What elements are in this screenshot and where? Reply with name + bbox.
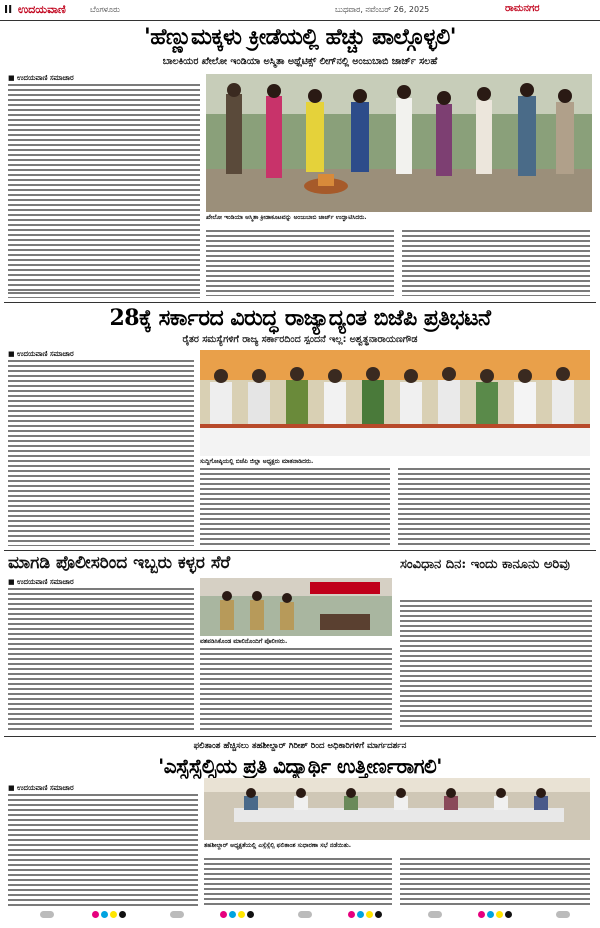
print-registration-mark <box>298 911 318 919</box>
print-registration-mark <box>40 911 60 919</box>
story2-subheadline: ರೈತರ ಸಮಸ್ಯೆಗಳಿಗೆ ರಾಜ್ಯ ಸರ್ಕಾರದಿಂದ ಸ್ಪಂದನೆ ಇಲ್ಲ: ಅಶ್ವತ್ಥನಾರಾಯಣಗೌಡ <box>182 334 418 345</box>
paper-name: ಉದಯವಾಣಿ <box>18 3 66 16</box>
story1-text-end <box>8 292 200 298</box>
story5-headline: 'ಎಸ್ಸೆಸ್ಸೆಲ್ಸಿಯ ಪ್ರತಿ ವಿದ್ಯಾರ್ಥಿ ಉತ್ತೀರ್ಣರಾಗಲಿ' <box>158 754 442 778</box>
divider <box>4 550 596 551</box>
section-name: ರಾಮನಗರ <box>505 3 540 14</box>
page-number: II <box>4 3 13 16</box>
print-registration-mark <box>478 911 518 919</box>
issue-date: ಬುಧವಾರ, ನವೆಂಬರ್ 26, 2025 <box>335 5 430 14</box>
story2-text-col3 <box>398 468 590 546</box>
story5-kicker: ಫಲಿತಾಂಶ ಹೆಚ್ಚಿಸಲು ತಹಶೀಲ್ದಾರ್ ಗಿರೀಶ್ ರಿಂದ ಅಧಿಕಾರಿಗಳಿಗೆ ಮಾರ್ಗದರ್ಶನ <box>193 741 407 751</box>
divider <box>4 736 596 737</box>
story3-photo <box>200 578 392 636</box>
print-registration-mark <box>348 911 388 919</box>
story5-text-col1 <box>8 794 198 906</box>
story5-text-col2 <box>204 858 392 906</box>
story5-photo <box>204 778 590 840</box>
print-registration-mark <box>92 911 132 919</box>
story1-text-col2 <box>206 230 394 296</box>
story1-text-col3 <box>402 230 590 296</box>
story1-text-col1 <box>8 84 200 292</box>
print-registration-mark <box>170 911 190 919</box>
story2-byline: ■ ಉದಯವಾಣಿ ಸಮಾಚಾರ <box>8 350 74 358</box>
story4-text <box>400 600 592 730</box>
print-registration-mark <box>428 911 448 919</box>
story2-text-col2 <box>200 468 390 546</box>
story1-headline: 'ಹೆಣ್ಣುಮಕ್ಕಳು ಕ್ರೀಡೆಯಲ್ಲಿ ಹೆಚ್ಚು ಪಾಲ್ಗೊಳ್ಳಲಿ' <box>143 24 457 50</box>
print-registration-mark <box>220 911 260 919</box>
story1-photo <box>206 74 592 212</box>
story2-text-col1 <box>8 360 194 546</box>
story2-photo <box>200 350 590 456</box>
story3-text-col2 <box>200 648 392 730</box>
story1-subheadline: ಬಾಲಕಿಯರ ಖೇಲೋ ಇಂಡಿಯಾ ಅಸ್ಮಿತಾ ಅಥ್ಲೆಟಿಕ್ಸ್ ಲೀಗ್‌ನಲ್ಲಿ ಅಂಜುಬಾಬಿ ಜಾರ್ಜ್ ಸಲಹೆ <box>162 56 438 67</box>
story3-byline: ■ ಉದಯವಾಣಿ ಸಮಾಚಾರ <box>8 578 74 586</box>
story1-byline: ■ ಉದಯವಾಣಿ ಸಮಾಚಾರ <box>8 74 74 82</box>
divider <box>4 302 596 303</box>
story1-photo-caption: ಖೇಲೋ ಇಂಡಿಯಾ ಅಸ್ಮಿತಾ ಕ್ರೀಡಾಕೂಟವನ್ನು ಅಂಜುಬಾಬಿ ಜಾರ್ಜ್ ಉದ್ಘಾಟಿಸಿದರು. <box>206 214 367 221</box>
print-registration-mark <box>556 911 576 919</box>
story5-byline: ■ ಉದಯವಾಣಿ ಸಮಾಚಾರ <box>8 784 74 792</box>
story5-photo-caption: ತಹಶೀಲ್ದಾರ್ ಅಧ್ಯಕ್ಷತೆಯಲ್ಲಿ ಎಸ್ಸೆಸ್ಸೆಲ್ಸಿ ಫಲಿತಾಂಶ ಸುಧಾರಣಾ ಸಭೆ ನಡೆಯಿತು. <box>204 842 352 849</box>
story3-photo-caption: ವಶಪಡಿಸಿಕೊಂಡ ಮಾಲಿನೊಂದಿಗೆ ಪೊಲೀಸರು. <box>200 638 288 645</box>
story4-headline: ಸಂವಿಧಾನ ದಿನ: ಇಂದು ಕಾನೂನು ಅರಿವು <box>400 557 570 572</box>
edition-city: ಬೆಂಗಳೂರು <box>90 5 120 14</box>
story3-headline: ಮಾಗಡಿ ಪೊಲೀಸರಿಂದ ಇಬ್ಬರು ಕಳ್ಳರ ಸೆರೆ <box>8 553 231 573</box>
story2-photo-caption: ಸುದ್ದಿಗೋಷ್ಠಿಯಲ್ಲಿ ಬಿಜೆಪಿ ಜಿಲ್ಲಾ ಅಧ್ಯಕ್ಷರು ಮಾತನಾಡಿದರು. <box>200 458 314 465</box>
story3-text-col1 <box>8 588 194 730</box>
story5-text-col3 <box>400 858 590 906</box>
story2-headline: 28ಕ್ಕೆ ಸರ್ಕಾರದ ವಿರುದ್ಧ ರಾಜ್ಯಾದ್ಯಂತ ಬಿಜೆಪಿ ಪ್ರತಿಭಟನೆ <box>109 305 491 331</box>
